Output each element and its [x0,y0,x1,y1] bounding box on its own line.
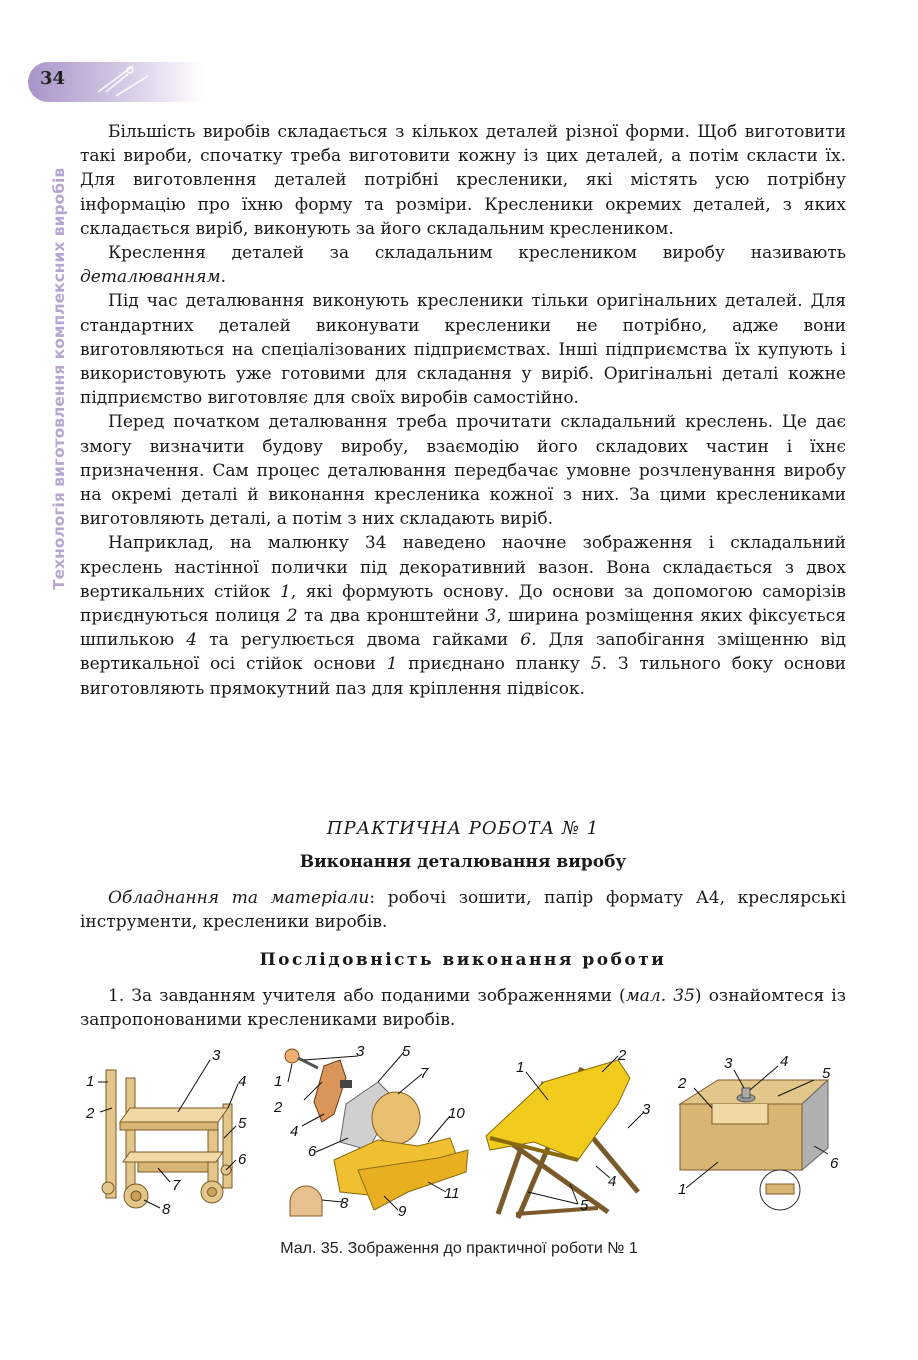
paragraph-3: Під час деталювання виконують кресленики тільки оригінальних деталей. Для стандартних деталей виконувати кресленики не потрібно, адже вони виготовляються на спеціалізованих підприємствах. Інші підприємства їх купують і використовують уже готовими для складання у виріб. Оригінальні деталі кожне підприємство виготовляє для своїх виробів самостійно. [80,291,846,409]
toy-label-6: 6 [308,1143,317,1160]
step-1: 1. За завданням учителя або поданими зображеннями (мал. 35) ознайомтеся із запропонованими креслениками виробів. [80,986,847,1031]
block-label-3: 3 [724,1055,733,1072]
toy-label-1: 1 [274,1073,283,1090]
cart-label-1: 1 [86,1073,95,1090]
chair-label-3: 3 [642,1101,651,1118]
block-label-2: 2 [678,1075,687,1092]
toy-label-4: 4 [290,1123,299,1140]
body-text [80,120,846,701]
cart-label-5: 5 [238,1115,247,1132]
toy-label-11: 11 [444,1185,460,1202]
figure-35 [78,1042,848,1232]
block-label-6: 6 [830,1155,839,1172]
figure-reference: мал. 35 [625,986,695,1006]
paragraph-4: Перед початком деталювання треба прочитати складальний креслень. Це дає змогу визначити будову виробу, взаємодію його складових частин і їхнє призначення. Сам процес деталювання передбачає умовне розчленування виробу на окремі деталі й виконання кресленика кожної з них. За цими креслениками виготовляють деталі, а потім з них складають виріб. [80,412,846,530]
toy-label-9: 9 [398,1203,407,1220]
figure-caption: Мал. 35. Зображення до практичної роботи № 1 [280,1240,638,1257]
toy-label-8: 8 [340,1195,349,1212]
figure-item-deck-chair [486,1047,651,1218]
block-label-5: 5 [822,1065,831,1082]
chair-label-4: 4 [608,1173,617,1190]
cart-label-8: 8 [162,1201,171,1218]
side-section-title: Технологія виготовлення комплексних виробів [50,167,68,590]
toy-label-10: 10 [448,1105,465,1122]
toy-label-3: 3 [356,1043,365,1060]
cart-label-3: 3 [212,1047,221,1064]
paragraph-1: Більшість виробів складається з кількох деталей різної форми. Щоб виготовити такі вироби, спочатку треба виготовити кожну із цих деталей, а потім скласти їх. Для виготовлення деталей потрібні кресленики, які містять усю потрібну інформацію про їхню форму та розміри. Кресленики окремих деталей, з яких складається виріб, виконують за його складальним креслеником. [80,122,846,239]
cart-label-7: 7 [172,1177,181,1194]
task-title: Виконання деталювання виробу [299,852,627,872]
page-number: 34 [40,68,66,89]
paragraph-5: Наприклад, на малюнку 34 наведено наочне зображення і складальний креслень настінної полички під декоративний вазон. Вона складається з двох вертикальних стійок 1, які формують основу. До основи за допомогою саморізів приєднуються полиця 2 та два кронштейни 3, ширина розміщення яких фіксується шпилькою 4 та регулюється двома гайками 6. Для запобігання зміщенню від вертикальної осі стійок основи 1 приєднано планку 5. З тильного боку основи виготовляють прямокутний паз для кріплення підвісок. [80,533,847,699]
chair-label-2: 2 [618,1047,627,1064]
sequence-title: Послідовність виконання роботи [259,950,667,970]
block-label-4: 4 [780,1053,789,1070]
figure-item-cart [85,1047,247,1218]
toy-label-2: 2 [274,1099,283,1116]
figure-item-exploded-toy [273,1043,468,1220]
cart-label-6: 6 [238,1151,247,1168]
block-label-1: 1 [678,1181,687,1198]
term-detailing: деталюванням [80,267,221,288]
chair-label-5: 5 [580,1197,589,1214]
chair-label-1: 1 [516,1059,525,1076]
equipment-label: Обладнання та матеріали [108,888,370,908]
practical-work-title: ПРАКТИЧНА РОБОТА № 1 [326,818,600,839]
cart-label-2: 2 [86,1105,95,1122]
paragraph-2: Креслення деталей за складальним креслеником виробу називають деталюванням. [80,243,846,288]
cart-label-4: 4 [238,1073,247,1090]
figure-item-grooved-block [677,1053,839,1210]
toy-label-7: 7 [420,1065,429,1082]
toy-label-5: 5 [402,1043,411,1060]
equipment-paragraph: Обладнання та матеріали: робочі зошити, папір формату А4, креслярські інструменти, кресленики виробів. [80,888,847,933]
